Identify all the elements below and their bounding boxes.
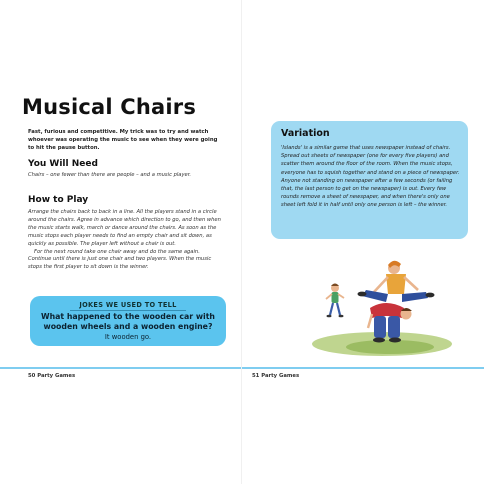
you-will-need-heading: You Will Need — [28, 159, 98, 169]
right-page — [242, 0, 484, 484]
footer-rule-left — [0, 367, 242, 369]
joke-box — [30, 296, 226, 346]
you-will-need-text: Chairs – one fewer than there are people – and a music player. — [28, 172, 192, 178]
grass-patch-dark — [346, 340, 434, 354]
joke-answer: It wooden go. — [104, 333, 152, 341]
footer-rule-right — [242, 367, 484, 369]
page-title: Musical Chairs — [22, 95, 197, 119]
intro-text: Fast, furious and competitive. My trick was to try and watch whoever was operating the music to see when they were going to hit the pause button. — [28, 129, 218, 151]
footer-left-page-number: 50 Party Games — [28, 373, 76, 379]
variation-text: 'Islands' is a similar game that uses newspaper instead of chairs. Spread out sheets of newspaper (one for every five players) and scatter them around the floor of the room. When the music stops, everyone has to squish together and stand on a piece of newspaper. Anyone not standing on newspaper after a few seconds (or failing that, the last person to get on the newspaper) is out. Every few rounds remove a sheet of newspaper, and when there's only one sheet left fold it in half until only one person is left – the winner. — [281, 145, 460, 209]
leaping-child — [358, 261, 435, 302]
how-to-play-paragraph-2: For the next round take one chair away and do the same again. Continue until there is just one chair and two players. When the music stops the first player to sit down is the winner. — [28, 248, 212, 271]
how-to-play-text — [28, 209, 222, 272]
variation-title: Variation — [281, 128, 330, 139]
joke-divider — [70, 310, 186, 311]
how-to-play-heading: How to Play — [28, 195, 89, 205]
children-playing-illustration — [302, 252, 462, 360]
variation-box — [271, 121, 468, 239]
joke-question: What happened to the wooden car with wooden wheels and a wooden engine? — [41, 312, 215, 331]
how-to-play-paragraph-1: Arrange the chairs back to back in a line. All the players stand in a circle around the chairs. Agree in advance which direction to go, and then when the music starts walk, march or dance around the chairs. As soon as the music stops each player needs to find an empty chair and sit down, as quickly as possible. The player left without a chair is out. — [28, 209, 221, 247]
joke-box-title: JOKES WE USED TO TELL — [79, 301, 177, 309]
background-child — [326, 284, 344, 318]
footer-right-page-number: 51 Party Games — [252, 373, 300, 379]
